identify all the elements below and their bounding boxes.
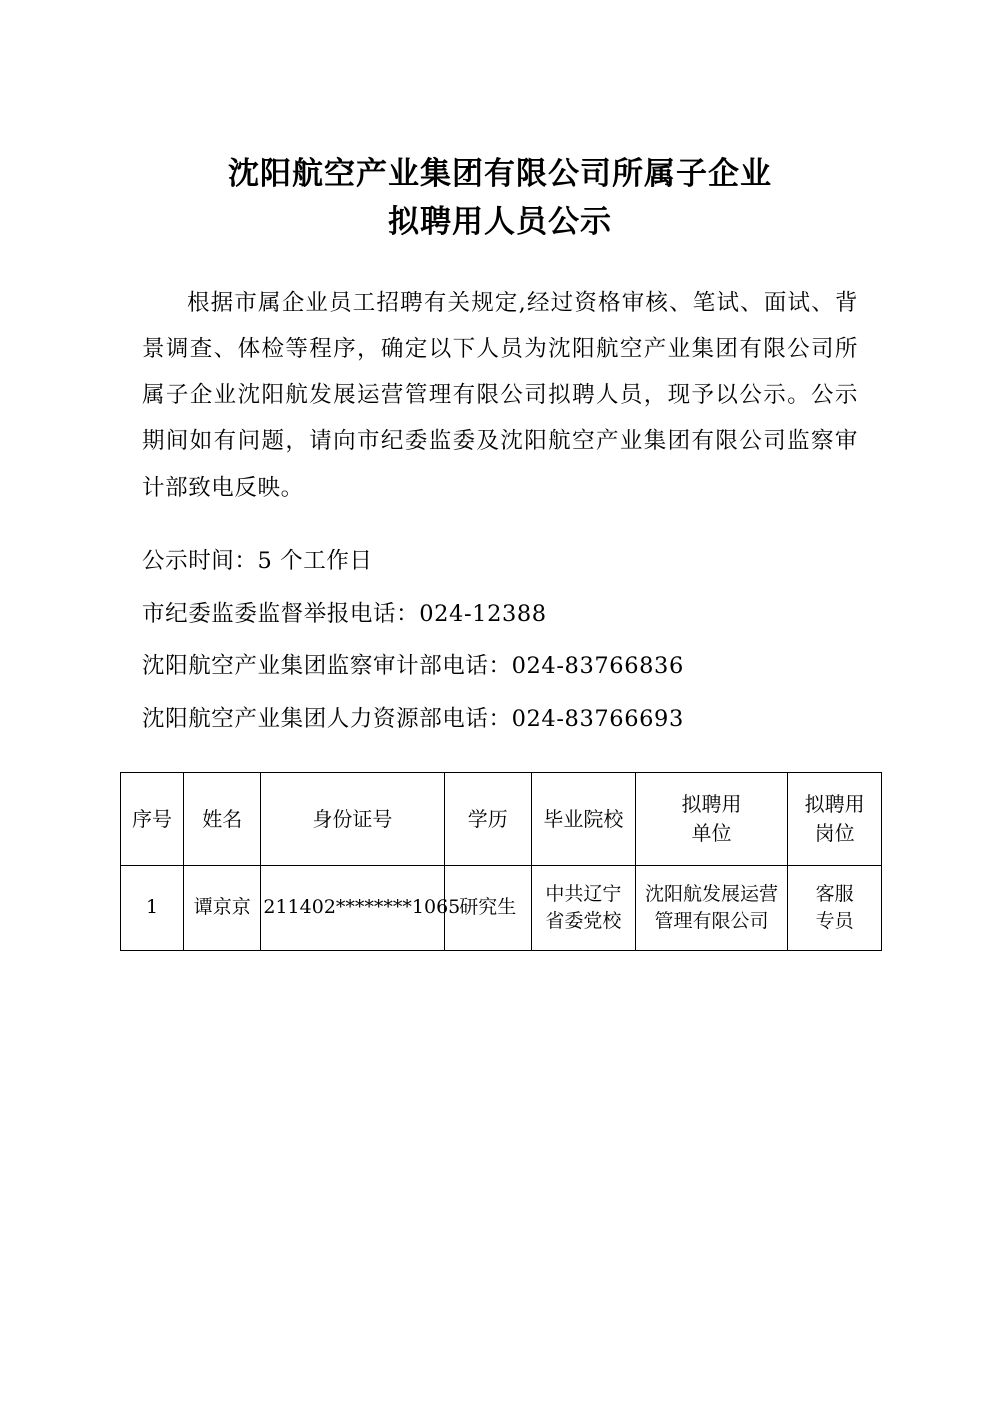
table-header-name: 姓名 bbox=[184, 773, 261, 866]
cell-post bbox=[788, 866, 882, 951]
table-header-id: 身份证号 bbox=[261, 773, 444, 866]
cell-education: 研究生 bbox=[444, 866, 531, 951]
table-header-post-line1: 拟聘用 bbox=[804, 792, 865, 817]
table-header-post-line2: 岗位 bbox=[814, 821, 855, 846]
table-row bbox=[121, 866, 882, 951]
table-header-unit-line1: 拟聘用 bbox=[681, 792, 742, 817]
title-line-1: 沈阳航空产业集团有限公司所属子企业 bbox=[228, 156, 772, 192]
info-line-discipline-phone: 市纪委监委监督举报电话：024-12388 bbox=[142, 600, 547, 627]
cell-school-line2: 省委党校 bbox=[545, 910, 622, 933]
cell-post-line2: 专员 bbox=[815, 910, 854, 933]
table-header-education: 学历 bbox=[444, 773, 531, 866]
table-header-unit-line2: 单位 bbox=[691, 821, 732, 846]
table-header-school: 毕业院校 bbox=[531, 773, 635, 866]
table-header-post bbox=[788, 773, 882, 866]
title-line-2: 拟聘用人员公示 bbox=[388, 204, 612, 241]
cell-name: 谭京京 bbox=[184, 866, 261, 951]
info-line-hr-phone: 沈阳航空产业集团人力资源部电话：024-83766693 bbox=[142, 706, 684, 733]
table-header-row bbox=[121, 773, 882, 866]
spacer bbox=[120, 525, 880, 535]
cell-unit-line2: 管理有限公司 bbox=[654, 910, 769, 933]
cell-school bbox=[531, 866, 635, 951]
candidates-table bbox=[120, 772, 882, 951]
cell-index: 1 bbox=[121, 866, 184, 951]
page-title bbox=[120, 150, 880, 246]
cell-unit bbox=[635, 866, 788, 951]
cell-school-line1: 中共辽宁 bbox=[545, 882, 622, 905]
info-line-duration: 公示时间：5 个工作日 bbox=[142, 547, 373, 574]
info-line-audit-phone: 沈阳航空产业集团监察审计部电话：024-83766836 bbox=[142, 653, 684, 680]
cell-id-number: 211402********1065 bbox=[261, 866, 444, 951]
intro-paragraph: 根据市属企业员工招聘有关规定,经过资格审核、笔试、面试、背景调查、体检等程序，确定以下人员为沈阳航空产业集团有限公司所属子企业沈阳航发展运营管理有限公司拟聘人员，现予以公示。公示期间如有问题，请向市纪委监委及沈阳航空产业集团有限公司监察审计部致电反映。 bbox=[142, 290, 858, 501]
table-header-unit bbox=[635, 773, 788, 866]
cell-unit-line1: 沈阳航发展运营 bbox=[645, 882, 779, 905]
cell-post-line1: 客服 bbox=[815, 882, 854, 905]
table-header-index: 序号 bbox=[121, 773, 184, 866]
